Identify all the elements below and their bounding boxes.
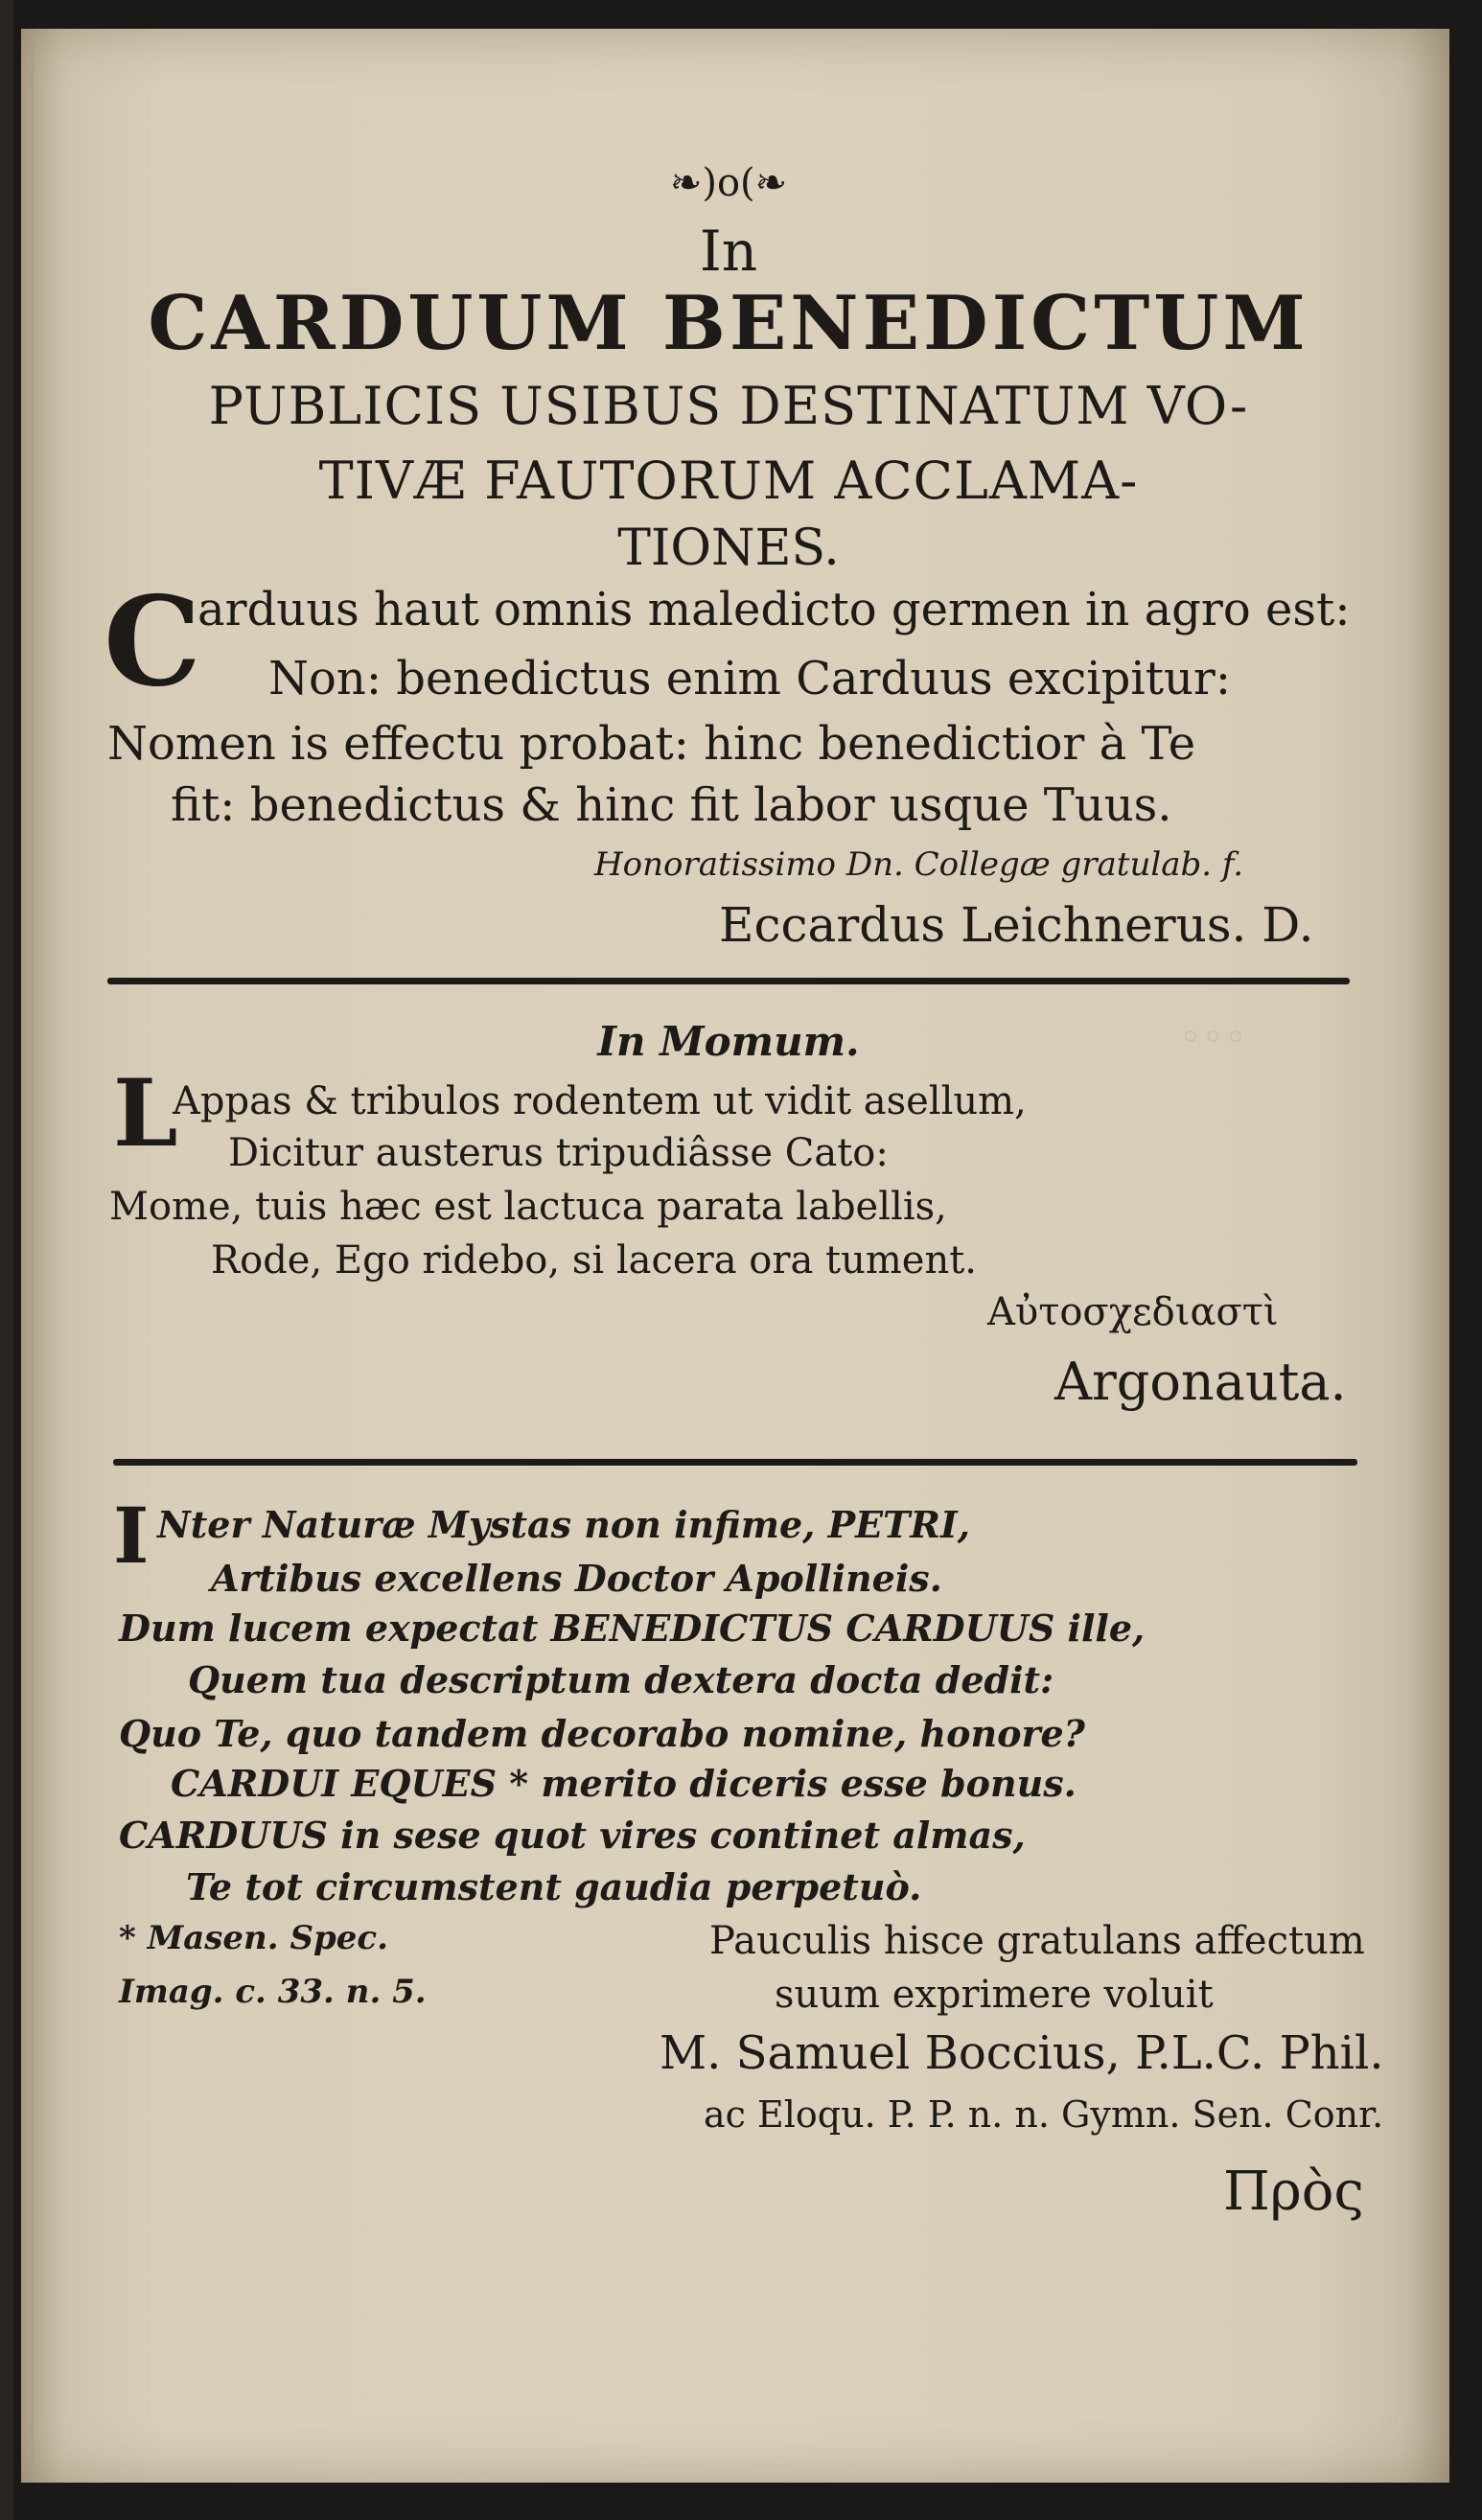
poem1-signature: Eccardus Leichnerus. D. <box>719 897 1314 953</box>
catchword: Πρὸς <box>1223 2161 1364 2223</box>
poem3-line-7: CARDUUS in sese quot vires continet almas, <box>119 1814 1026 1857</box>
poem3-line-4: Quem tua descriptum dextera docta dedit: <box>188 1658 1054 1701</box>
poem1-line-1: arduus haut omnis maledicto germen in agro est: <box>197 583 1351 636</box>
drop-cap-i: I <box>113 1491 150 1581</box>
footnote-line-1: * Masen. Spec. <box>119 1919 388 1957</box>
title-line-4: TIVÆ FAUTORUM ACCLAMA- <box>318 451 1139 511</box>
footnote-line-2: Imag. c. 33. n. 5. <box>119 1973 427 2011</box>
title-in: In <box>699 219 758 284</box>
poem3-line-6: CARDUI EQUES * merito diceris esse bonus. <box>171 1762 1077 1805</box>
book-spine <box>0 0 13 2520</box>
poem1-line-4: fit: benedictus & hinc fit labor usque Tuus. <box>171 778 1172 832</box>
poem3-line-1: Nter Naturæ Mystas non infime, PETRI, <box>157 1503 971 1546</box>
poem2-line-4: Rode, Ego ridebo, si lacera ora tument. <box>211 1238 978 1283</box>
drop-cap-l: L <box>113 1059 178 1168</box>
divider-rule-1 <box>107 978 1350 984</box>
poem2-signature: Argonauta. <box>1054 1352 1347 1412</box>
poem2-heading: In Momum. <box>597 1018 860 1065</box>
poem1-line-2: Non: benedictus enim Carduus excipitur: <box>268 652 1232 705</box>
signature-line-2: ac Eloqu. P. P. n. n. Gymn. Sen. Conr. <box>704 2093 1384 2136</box>
signature-line-1: M. Samuel Boccius, P.L.C. Phil. <box>660 2026 1384 2080</box>
poem2-line-2: Dicitur austerus tripudiâsse Cato: <box>228 1131 889 1175</box>
closing-line-2: suum exprimere voluit <box>775 1973 1214 2017</box>
title-main: CARDUUM BENEDICTUM <box>148 280 1309 367</box>
title-line-5: TIONES. <box>617 520 840 577</box>
poem2-epithet: Αὐτοσχεδιαστὶ <box>987 1290 1279 1334</box>
divider-rule-2 <box>113 1459 1357 1466</box>
title-line-3: PUBLICIS USIBUS DESTINATUM VO- <box>208 376 1249 436</box>
poem3-line-2: Artibus excellens Doctor Apollineis. <box>211 1557 942 1600</box>
ornament: ❧)o(❧ <box>669 161 788 205</box>
closing-line-1: Pauculis hisce gratulans affectum <box>709 1919 1365 1963</box>
poem1-line-3: Nomen is effectu probat: hinc benedictior à Te <box>107 717 1196 771</box>
poem3-line-5: Quo Te, quo tandem decorabo nomine, honore? <box>119 1712 1085 1755</box>
poem3-line-3: Dum lucem expectat BENEDICTUS CARDUUS ille, <box>119 1607 1146 1650</box>
poem2-line-3: Mome, tuis hæc est lactuca parata labellis, <box>109 1185 947 1229</box>
poem2-line-1: Appas & tribulos rodentem ut vidit asellum, <box>173 1079 1027 1123</box>
poem3-line-8: Te tot circumstent gaudia perpetuò. <box>186 1865 922 1908</box>
show-through-mark: ◦◦◦ <box>1179 1016 1247 1060</box>
poem1-dedication: Honoratissimo Dn. Collegæ gratulab. f. <box>594 845 1244 884</box>
page-fold <box>31 38 34 2473</box>
drop-cap-c: C <box>104 570 201 714</box>
